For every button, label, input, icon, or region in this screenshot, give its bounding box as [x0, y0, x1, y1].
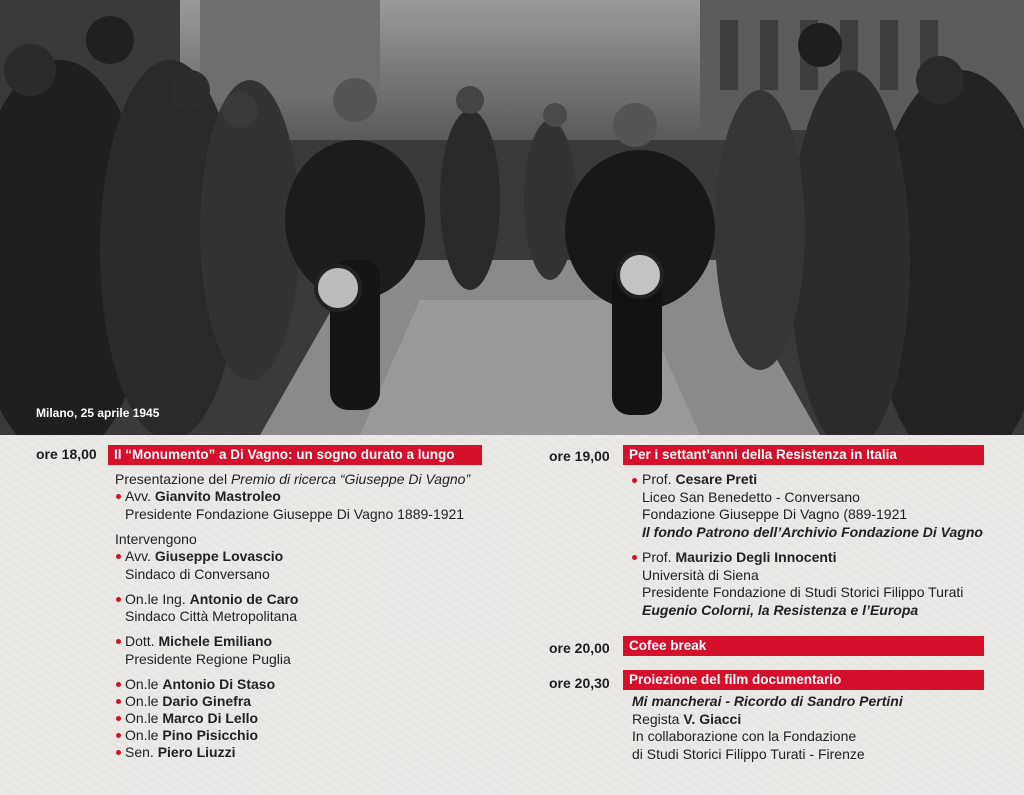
bullet [116, 750, 121, 755]
film-title: Mi mancherai - Ricordo di Sandro Pertini [632, 693, 903, 709]
bullet [632, 555, 637, 560]
bullet [116, 699, 121, 704]
speaker-line: Fondazione Giuseppe Di Vagno (889-1921 [642, 506, 908, 522]
politician: On.le Pino Pisicchio [125, 727, 259, 743]
intro-line [115, 471, 470, 489]
session1-title: Il “Monumento” a Di Vagno: un sogno durato a lungo [108, 445, 482, 465]
intervengono-label: Intervengono [115, 531, 197, 547]
politician: On.le Antonio Di Staso [125, 676, 276, 692]
bullet [116, 682, 121, 687]
session2-time: ore 19,00 [549, 448, 610, 464]
speaker-line: Università di Siena [642, 567, 759, 583]
speaker-name: On.le Ing. Antonio de Caro [125, 591, 299, 607]
speaker-name: Prof. Maurizio Degli Innocenti [642, 549, 837, 565]
bullet [116, 733, 121, 738]
session4-title: Proiezione del film documentario [623, 670, 984, 690]
presenter-name: Avv. Gianvito Mastroleo [125, 488, 281, 504]
session3-title: Cofee break [623, 636, 984, 656]
collab-line: di Studi Storici Filippo Turati - Firenze [632, 746, 865, 762]
speaker-topic: Il fondo Patrono dell’Archivio Fondazione Di Vagno [642, 524, 983, 540]
politician: On.le Marco Di Lello [125, 710, 259, 726]
session2-title: Per i settant’anni della Resistenza in Italia [623, 445, 984, 465]
bullet [116, 597, 121, 602]
politician: Sen. Piero Liuzzi [125, 744, 236, 760]
session1-time: ore 18,00 [36, 446, 97, 462]
collab-line: In collaborazione con la Fondazione [632, 728, 857, 744]
director-line: Regista V. Giacci [632, 711, 742, 727]
speaker-role: Presidente Regione Puglia [125, 651, 291, 667]
intro-italic: Premio di ricerca “Giuseppe Di Vagno” [230, 471, 471, 487]
session3-time: ore 20,00 [549, 640, 610, 656]
bullet [632, 478, 637, 483]
bullet [116, 716, 121, 721]
speaker-topic: Eugenio Colorni, la Resistenza e l’Europa [642, 602, 919, 618]
speaker-name: Prof. Cesare Preti [642, 471, 758, 487]
speaker-line: Presidente Fondazione di Studi Storici Filippo Turati [642, 584, 964, 600]
photo-caption: Milano, 25 aprile 1945 [36, 406, 160, 420]
speaker-name: Avv. Giuseppe Lovascio [125, 548, 284, 564]
bullet [116, 639, 121, 644]
speaker-role: Sindaco Città Metropolitana [125, 608, 297, 624]
speaker-name: Dott. Michele Emiliano [125, 633, 273, 649]
presenter-role: Presidente Fondazione Giuseppe Di Vagno 1889-1921 [125, 506, 465, 522]
speaker-line: Liceo San Benedetto - Conversano [642, 489, 860, 505]
speaker-role: Sindaco di Conversano [125, 566, 270, 582]
intro-plain: Presentazione del [115, 471, 231, 487]
bullet [116, 494, 121, 499]
session4-time: ore 20,30 [549, 675, 610, 691]
politician: On.le Dario Ginefra [125, 693, 252, 709]
bullet [116, 554, 121, 559]
